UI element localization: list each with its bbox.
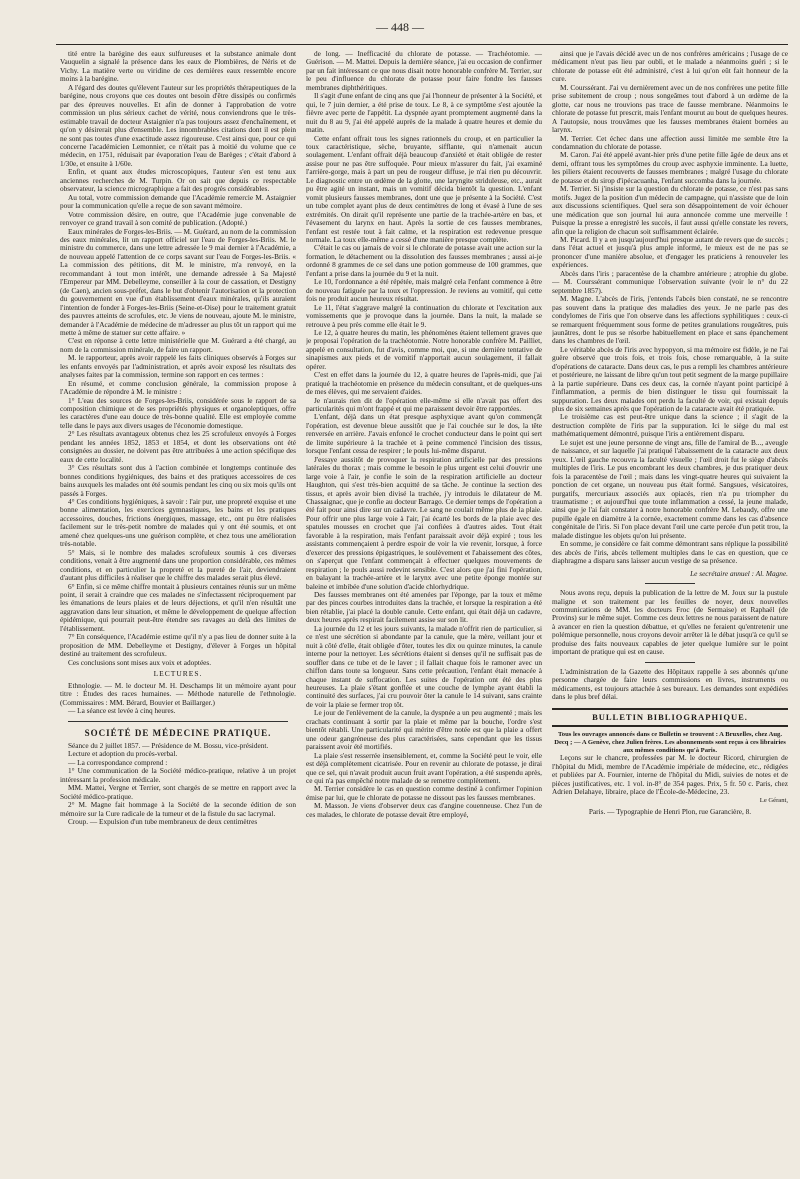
paragraph: ainsi que je l'avais décidé avec un de nos confrères américains ; l'usage de ce médicament n'eut pas lieu par oubli, et le malade a néanmoins guéri ; si le chlorate de potasse eût été administré, c'est à lui qu'on eût fait honneur de la cure.: [552, 50, 788, 84]
paragraph: Cette enfant offrait tous les signes rationnels du croup, et en particulier la toux caractéristique, sèche, bruyante, sifflante, qui n'amenait aucun soulagement. L'enfant offrait déjà beaucoup d'anxiété et était obligée de rester assise pour ne pas être suffoquée. Pour mieux m'assurer du fait, j'ai examiné l'arrière-gorge, mais à part un peu de rougeur diffuse, je n'ai rien pu découvrir. Le diagnostic entre un œdème de la glotte, une laryngite striduleuse, etc., aurait pu être agité un instant, mais un vomitif décida bientôt la question. L'enfant vomit plusieurs fausses membranes, dont une que je présente à la Société. C'est un tube complet ayant plus de deux centimètres de long et évasé à l'une de ses extrémités. On dirait qu'il représente une partie de la trachée-artère en bas, et l'évasement du larynx en haut. Après la sortie de ces fausses membranes, l'enfant est restée tout à fait calme, et la respiration est redevenue presque normale. La toux elle-même a cessé d'une manière presque complète.: [306, 133, 542, 244]
paragraph: La plaie s'est resserrée insensiblement, et, comme la Société peut le voir, elle est déjà complètement cicatrisée. Pour en revenir au chlorate de potasse, je dirai que ce sel, qui n'avait produit aucun fruit avant l'opération, a été suspendu après, ce qui n'a pas empêché notre malade de se remettre complètement.: [306, 750, 542, 785]
paragraph: Le 10, l'ordonnance a été répétée, mais malgré cela l'enfant commence à être de nouveau fatiguée par la toux et l'oppression. Je reviens au vomitif, qui cette fois ne produit aucun heureux résultat.: [306, 277, 542, 304]
paragraph: A l'égard des doutes qu'élevent l'auteur sur les propriétés thérapeutiques de la barégine, nous croyons que ces doutes ont besoin d'être dissipés ou confirmés par des épreuves nouvelles. Et afin de donner à l'approbation de votre commission un plus sérieux cachet de vérité, nous conviendrons que le très-estimable travail de docteur Astaignier n'a pas toujours assez d'enchaînement, et qu'on y désirerait plus d'ensemble. Les innombrables citations dont il est plein ne sont pas toutes d'une exactitude assez rigoureuse. C'est ainsi que, pour ce qui concerne l'académicien Lemonnier, ce n'était pas à moitié du volume que ce médecin, en 1751, réduisait par évaporation l'eau de Barèges ; c'était d'abord à 1/30e, et ensuite à 1/60e.: [60, 82, 296, 168]
paragraph: de long. — Inefficacité du chlorate de potasse. — Trachéotomie. — Guérison. — M. Mattei. Depuis la dernière séance, j'ai eu occasion de confirmer par un fait intéressant ce que nous disait notre honorable confrère M. Terrier, sur le peu d'influence du chlorate de potasse pour faire fondre les fausses membranes diphthéritiques.: [306, 50, 542, 92]
lectures-heading: LECTURES.: [153, 669, 203, 679]
column-3: [552, 50, 788, 1170]
paragraph: tité entre la barégine des eaux sulfureuses et la substance animale dont Vauquelin a signalé la présence dans les eaux de Plombières, de Néris et de Vichy. La matière verte ou viridine de ces dernières eaux ressemble encore moins à la barégine.: [60, 50, 296, 84]
paragraph: L'administration de la Gazette des Hôpitaux rappelle à ses abonnés qu'une personne chargée de faire leurs commissions en livres, instruments ou médicaments, est toujours attachée à ses bureaux. Les demandes sont expédiées dans le plus bref délai.: [552, 666, 788, 702]
header-rule: [56, 44, 788, 45]
paragraph: Séance du 2 juillet 1857. — Présidence de M. Bossu, vice-président.: [68, 741, 269, 751]
paragraph: — La séance est levée à cinq heures.: [68, 706, 176, 716]
paragraph: Le 11, l'état s'aggrave malgré la continuation du chlorate et l'excitation aux vomissements que je provoque dans la journée. Dans la nuit, la malade se retrouve à peu près comme elle était le 9.: [306, 302, 542, 329]
bibliography-note: Tous les ouvrages annoncés dans ce Bulletin se trouvent : A Bruxelles, chez Aug. Decq ; — A Genève, chez Julien frères. Les abonnements sont reçus à ces librairies aux mêmes conditions qu'à Paris.: [554, 731, 786, 754]
paragraph: Le véritable abcès de l'iris avec hypopyon, si ma mémoire est fidèle, je ne l'ai guère observé que trois fois, et trois fois, chose remarquable, à la suite d'opérations de cataracte. Dans deux cas, le pus a rempli les chambres antérieure et postérieure, ne laissant de libre qu'un tout petit segment de la marge pupillaire à la partie supérieure. Dans ces deux cas, la cornée n'ayant point participé à l'inflammation, a permis de bien distinguer le tissu qui fournissait la suppuration. Les deux malades ont perdu la faculté de voir, qui existait depuis plus de six semaines après que l'opération de la cataracte avait été pratiquée.: [552, 344, 788, 414]
paragraph: Je n'aurais rien dit de l'opération elle-même si elle n'avait pas offert des particularités qui m'ont frappé et qui me paraissent devoir être rapportées.: [306, 395, 542, 414]
paragraph: Le 12, à quatre heures du matin, les phénomènes étaient tellement graves que je proposai l'opération de la trachéotomie. Notre honorable confrère M. Pailliet, appelé en consultation, fut d'avis, comme moi, que, si une dernière tentative de sinapismes aux pieds et de vomitif n'apportait aucun soulagement, il fallait opérer.: [306, 327, 542, 371]
paragraph: 7° En conséquence, l'Académie estime qu'il n'y a pas lieu de donner suite à la proposition de MM. Debelleyme et Destigny, d'élever à Forges un hôpital destiné au traitement des scrofuleux.: [60, 632, 296, 659]
bibliography-entry: Leçons sur le chancre, professées par M. le docteur Ricord, chirurgien de l'hôpital du Midi, membre de l'Académie impériale de médecine, etc., rédigées et publiées par A. Fournier, interne de l'hôpital du Midi, suivies de notes et de pièces justificatives, etc. 1 vol. in-8° de 354 pages. Prix, 5 fr. 50 c. Paris, chez Adrien Delahaye, libraire, place de l'École-de-Médecine, 23.: [552, 753, 788, 797]
paragraph: Des fausses membranes ont été amenées par l'éponge, par la toux et même par des pinces courbes introduites dans la trachée, et lorsque la respiration a été bien rétablie, j'ai placé la double canule. Cette enfant, qui était déjà un cadavre, deux heures après respirait facilement assise sur son lit.: [306, 590, 542, 625]
paragraph: Il s'agit d'une enfant de cinq ans que j'ai l'honneur de présenter à la Société, et qui, le 7 juin dernier, a été prise de toux. Le 8, à ce symptôme s'est ajoutée la fièvre avec perte de l'appétit. La dyspnée ayant promptement augmenté dans la nuit du 8 au 9, j'ai été appelé auprès de la malade à quatre heures et demie du matin.: [306, 91, 542, 135]
paragraph: 4° Ces conditions hygiéniques, à savoir : l'air pur, une propreté exquise et une bonne alimentation, les exercices gymnastiques, les bains et les pratiques accessoires, douches, frictions énergiques, massage, etc., ont pu être réalisées facilement sur le très-petit nombre de malades qui y ont été soumis, et ont amené chez quelques-uns une guérison complète, et chez tous une amélioration très-notable.: [60, 497, 296, 549]
paragraph: M. Courssérant. J'ai vu dernièrement avec un de nos confrères une petite fille prise subitement de croup ; nous songeâmes tout d'abord à un œdème de la glotte, car nous ne trouvions pas trace de fausse membrane. Néanmoins le chlorate de potasse fut prescrit, mais l'enfant mourut au bout de quelques heures. A l'autopsie, nous trouvâmes que les fausses membranes étaient bornées au larynx.: [552, 82, 788, 135]
column-2: [306, 50, 542, 1170]
secretary-signature: Le secrétaire annuel : Al. Magne.: [690, 568, 788, 578]
paragraph: MM. Mattei, Vergne et Terrier, sont chargés de se mettre en rapport avec la Société médico-pratique.: [60, 783, 296, 801]
paragraph: M. Terrier considère le cas en question comme destiné à confirmer l'opinion émise par lui, que le chlorate de potasse ne dissout pas les fausses membranes.: [306, 784, 542, 802]
paragraph: J'essaye aussitôt de provoquer la respiration artificielle par des pressions latérales du thorax ; mais comme le besoin le plus urgent est celui d'ouvrir une large voie à l'air, je confie le soin de la respiration artificielle au docteur Haughton, qui s'est très-bien acquitté de sa tâche. Je continue la section des tissus, et après avoir bien divisé la trachée, j'y introduis le dilatateur de M. Chassaignac, que je confie au docteur Barrago. Ce dernier temps de l'opération a été fait pour ainsi dire sur un cadavre. Le sang ne coulait même plus de la plaie. Pour offrir une plus large voie à l'air, j'ai écarté les bords de la plaie avec des spatules mousses en crochet que j'ai confiées à d'autres aides. Tout était favorable à la respiration, mais l'enfant paraissait avoir déjà expiré ; tous les assistants commençaient à perdre espoir de voir la vie revenir, lorsque, à force d'exercer des pressions épigastriques, le soulèvement et l'abaissement des côtes, on s'aperçut que l'enfant commençait à effectuer quelques mouvements de respiration ; le pouls aussi redevint sensible. C'est alors que j'ai fini l'opération, en balayant la trachée-artère et le larynx avec une petite éponge montée sur baleine et imbibée d'une solution d'acide chlorhydrique.: [306, 454, 542, 591]
paragraph: La journée du 12 et les jours suivants, la malade n'offrit rien de particulier, si ce n'est une sécrétion si abondante par la canule, que la mère, veillant jour et nuit à côté d'elle, était obligée d'ôter, toutes les dix ou quinze minutes, la canule interne pour la nettoyer. Les sécrétions étaient si denses qu'il ne suffisait pas de souffler dans ce tube et de le laver ; il fallait chaque fois le ramoner avec un chiffon dans toute sa longueur. Sans cette précaution, l'enfant était menacée à chaque instant de suffocation. Les suites de l'opération ont été des plus heureuses. La plaie s'étant gonflée et une couche de lymphe ayant établi la continuité des surfaces, j'ai cru pouvoir ôter la canule le 14 suivant, sans crainte de voir la plaie se fermer trop tôt.: [306, 623, 542, 709]
bibliography-heading: BULLETIN BIBLIOGRAPHIQUE.: [552, 708, 788, 728]
paragraph: Enfin, et quant aux études microscopiques, l'auteur s'en est tenu aux anciennes recherches de M. Turpin. Or on sait que depuis ce respectable observateur, la science micrographique a fait des progrès considérables.: [60, 167, 296, 194]
paragraph: 5° Mais, si le nombre des malades scrofuleux soumis à ces diverses conditions, venait à être augmenté dans une proportion considérable, ces mêmes conditions, et en particulier la propreté et la pureté de l'air, deviendraient d'autant plus difficiles à réaliser que le chiffre des malades serait plus élevé.: [60, 547, 296, 583]
section-divider: [645, 583, 695, 584]
paragraph: M. Picard. Il y a en jusqu'aujourd'hui presque autant de revers que de succès ; dans l'état actuel et jusqu'à plus ample informé, le mieux est de ne pas se prononcer d'une manière absolue, et d'engager les praticiens à renouveler les expériences.: [552, 234, 788, 270]
paragraph: M. Masson. Je viens d'observer deux cas d'angine couenneuse. Chez l'un de ces malades, le chlorate de potasse devait être employé,: [306, 801, 542, 819]
paragraph: Au total, votre commission demande que l'Académie remercie M. Astaignier pour la communication qu'elle a reçue de son savant mémoire.: [60, 192, 296, 211]
paragraph: Votre commission désire, en outre, que l'Académie juge convenable de renvoyer ce grand travail à son comité de publication. (Adopté.): [60, 209, 296, 228]
paragraph: M. Terrier. Si j'insiste sur la question du chlorate de potasse, ce n'est pas sans motifs. Jugez de la position d'un médecin de campagne, qui n'assiste que de loin aux discussions scientifiques. Quel sera son désappointement de voir échouer une médication que son journal lui aura annoncée comme une merveille ! Puisque la presse a enregistré les succès, il faut aussi qu'elle constate les revers, afin que la religion de chacun soit suffisamment éclairée.: [552, 184, 788, 236]
gerant-signature: Le Gérant,: [759, 796, 788, 804]
paragraph: Lecture et adoption du procès-verbal.: [68, 749, 178, 759]
paragraph: Abcès dans l'iris ; paracentèse de la chambre antérieure ; atrophie du globe. — M. Courssérant communique l'observation suivante (voir le n° du 22 septembre 1857).: [552, 268, 788, 295]
paragraph: C'est en effet dans la journée du 12, à quatre heures de l'après-midi, que j'ai pratiqué la trachéotomie en présence du médecin consultant, et de quelques-uns de mes élèves, qui me servaient d'aides.: [306, 370, 542, 397]
paragraph: En résumé, et comme conclusion générale, la commission propose à l'Académie de répondre à M. le ministre :: [60, 378, 296, 397]
paragraph: En somme, je considère ce fait comme démontrant sans réplique la possibilité des abcès de l'iris, abcès tellement multiples dans le cas en question, que ce diaphragme a disparu sans laisser aucun vestige de sa présence.: [552, 539, 788, 566]
paragraph: 6° Enfin, si ce même chiffre montait à plusieurs centaines réunis sur un même point, il serait à craindre que ces malades ne s'infectassent réciproquement par les émanations de leurs plaies et de leurs déjections, et qu'il n'en résultât une aggravation dans leur situation, et même le développement de quelque affection épidémique, qui pourrait peut-être étendre ses ravages au delà des limites de l'établissement.: [60, 581, 296, 633]
paragraph: 2° M. Magne fait hommage à la Société de la seconde édition de son mémoire sur la Cure radicale de la tumeur et de la fistule du sac lacrymal.: [60, 800, 296, 818]
printer-imprint: Paris. — Typographie de Henri Plon, rue Garancière, 8.: [588, 807, 752, 817]
paragraph: Croup. — Expulsion d'un tube membraneux de deux centimètres: [68, 817, 258, 827]
paragraph: — La correspondance comprend :: [68, 757, 168, 767]
paragraph: Le jour de l'enlèvement de la canule, la dyspnée a un peu augmenté ; mais les crachats continuant à sortir par la plaie et même par la bouche, l'ordre s'est bientôt rétabli. Une particularité qui mérite d'être notée est que la plaie a offert une odeur gangréneuse des plus caractérisées, sans cependant que les tissus paraissent avoir été mortifiés.: [306, 708, 542, 752]
paragraph: 1° L'eau des sources de Forges-les-Briis, considérée sous le rapport de sa composition chimique et de ses propriétés physiques et organoleptiques, offre les caractères d'une eau douce de très-bonne qualité. Elle est employée comme telle dans le pays aux divers usages de l'économie domestique.: [60, 395, 296, 430]
paragraph: L'enfant, déjà dans un état presque asphyxique avant qu'on commençât l'opération, est devenue bleue aussitôt que je l'ai couchée sur le dos, la tête renversée en arrière. J'avais enfoncé le crochet conducteur dans le point qui sert de limite supérieure à la trachée et à peine commencé l'incision des tissus, lorsque l'enfant cessa de respirer ; le pouls lui-même disparut.: [306, 412, 542, 456]
paragraph: 2° Les résultats avantageux obtenus chez les 25 scrofuleux envoyés à Forges pendant les années 1852, 1853 et 1854, et dont les observations ont été consignées au dossier, ne doivent pas être attribuées à une action spécifique des eaux de cette localité.: [60, 429, 296, 464]
section-divider: [645, 662, 695, 663]
paragraph: M. le rapporteur, après avoir rappelé les faits cliniques observés à Forges sur les enfants envoyés par l'administration, et après avoir exposé les résultats des analyses faites par la commission, termine son rapport en ces termes :: [60, 353, 296, 380]
paragraph: Le troisième cas est peut-être unique dans la science ; il s'agit de la destruction complète de l'iris par la suppuration. Ici le siège du mal est mathématiquement démontré, puisque l'iris a entièrement disparu.: [552, 412, 788, 439]
paragraph: 3° Ces résultats sont dus à l'action combinée et longtemps continuée des bonnes conditions hygiéniques, des bains et des pratiques accessoires de ces bains auxquels les malades ont été soumis pendant les cinq ou six mois qu'ils ont passés à Forges.: [60, 463, 296, 498]
paragraph: C'est en réponse à cette lettre ministérielle que M. Guérard a été chargé, au nom de la commission minérale, de faire un rapport.: [60, 336, 296, 354]
paragraph: Ces conclusions sont mises aux voix et adoptées.: [68, 657, 212, 667]
paragraph: Le sujet est une jeune personne de vingt ans, fille de l'amiral de B..., aveugle de naissance, et sur laquelle j'ai pratiqué l'abaissement de la cataracte aux deux yeux. L'œil gauche recouvra la faculté visuelle ; l'œil droit fut le siège d'abcès multiples de l'iris. Le pus encombrant les deux chambres, je dus pratiquer deux fois la paracentèse de l'œil ; mais dans les vingt-quatre heures qui suivaient la ponction de cet organe, un nouveau pus était formé. Sangsues, vésicatoires, purgatifs, mercuriaux associés aux opiacés, rien n'a pu triompher du traumatisme ; et aujourd'hui que toute inflammation a cessé, la jeune malade, ainsi que je l'ai fait constater à notre honorable confrère M. Lebaudy, offre une pupille égale en diamètre à la cornée, exactement comme dans les cas d'absence congénitale de l'iris. Si l'on place devant l'œil une carte percée d'un petit trou, la malade distingue les objets qu'on lui présente.: [552, 437, 788, 540]
section-divider: [68, 721, 288, 722]
paragraph: C'était le cas ou jamais de voir si le chlorate de potasse avait une action sur la formation, le détachement ou la dissolution des fausses membranes ; aussi ai-je ordonné 8 grammes de ce sel dans une potion gommeuse de 100 grammes, que l'enfant a prise dans la journée du 9 et la nuit.: [306, 243, 542, 278]
paragraph: M. Magne. L'abcès de l'iris, j'entends l'abcès bien constaté, ne se rencontre pas souvent dans la pratique des maladies des yeux. Je ne parle pas des condylomes de l'iris que l'on observe dans les affections syphilitiques : ceux-ci se remarquent fréquemment sous forme de petites granulations rougeâtres, puis jaunâtres, dont le pus se résorbe habituellement en place et sans épanchement dans les chambres de l'œil.: [552, 294, 788, 346]
paragraph: M. Terrier. Cet échec dans une affection aussi limitée me semble être la condamnation du chlorate de potasse.: [552, 133, 788, 151]
paragraph: M. Caron. J'ai été appelé avant-hier près d'une petite fille âgée de deux ans et demi, offrant tous les symptômes du croup avec asphyxie imminente. La luette, les piliers étaient recouverts de fausses membranes ; malgré l'usage du chlorate de potasse et du sirop d'ipécacuanha, l'enfant succomba dans la journée.: [552, 150, 788, 185]
society-heading: SOCIÉTÉ DE MÉDECINE PRATIQUE.: [84, 727, 272, 738]
page-number: — 448 —: [376, 20, 424, 34]
paragraph: 1° Une communication de la Société médico-pratique, relative à un projet intéressant la profession médicale.: [60, 766, 296, 784]
column-1: [60, 50, 296, 1170]
paragraph: Nous avons reçu, depuis la publication de la lettre de M. Joux sur la pustule maligne et son traitement par les feuilles de noyer, deux nouvelles communications de MM. les docteurs Froc (de Sermaise) et Raphaël (de Provins) sur le même sujet. Comme ces deux lettres ne nous paraissent de nature à avancer en rien la question débattue, et qu'elles ne feraient qu'entretenir une polémique personnelle, nous croyons devoir arrêter là le débat jusqu'à ce qu'il se produise des faits nouveaux capables de jeter quelque lumière sur le point important de pratique qui est en cause.: [552, 588, 788, 657]
paragraph: Ethnologie. — M. le docteur M. H. Deschamps lit un mémoire ayant pour titre : Études des races humaines. — Méthode naturelle de l'ethnologie. (Commissaires : MM. Bérard, Bouvier et Baillarger.): [60, 680, 296, 707]
paragraph: Eaux minérales de Forges-les-Briis. — M. Guérard, au nom de la commission des eaux minérales, lit un rapport officiel sur l'eau de Forges-les-Briis. M. le ministre du commerce, dans une lettre adressée le 9 mai dernier à l'Académie, a de nouveau appelé l'attention de ce corps savant sur l'eau de Forges-les-Briis. « La commission des pétitions, dit M. le ministre, m'a renvoyé, en la recommandant à tout mon intérêt, une demande adressée à Sa Majesté l'Empereur par MM. Debelleyme, conseiller à la cour de cassation, et Destigny (de Caen), ancien sous-préfet, dans le but d'obtenir l'autorisation et la protection du gouvernement en vue d'un établissement d'eaux minérales, qu'ils auraient l'intention de fonder à Forges-les-Briis (Seine-et-Oise) pour le traitement gratuit des pauvres atteints de scrofules, etc. Je viens de nouveau, ajoute M. le ministre, demander à l'Académie de médecine de m'adresser au plus tôt un rapport qui me mette à même de statuer sur cette affaire. »: [60, 226, 296, 337]
